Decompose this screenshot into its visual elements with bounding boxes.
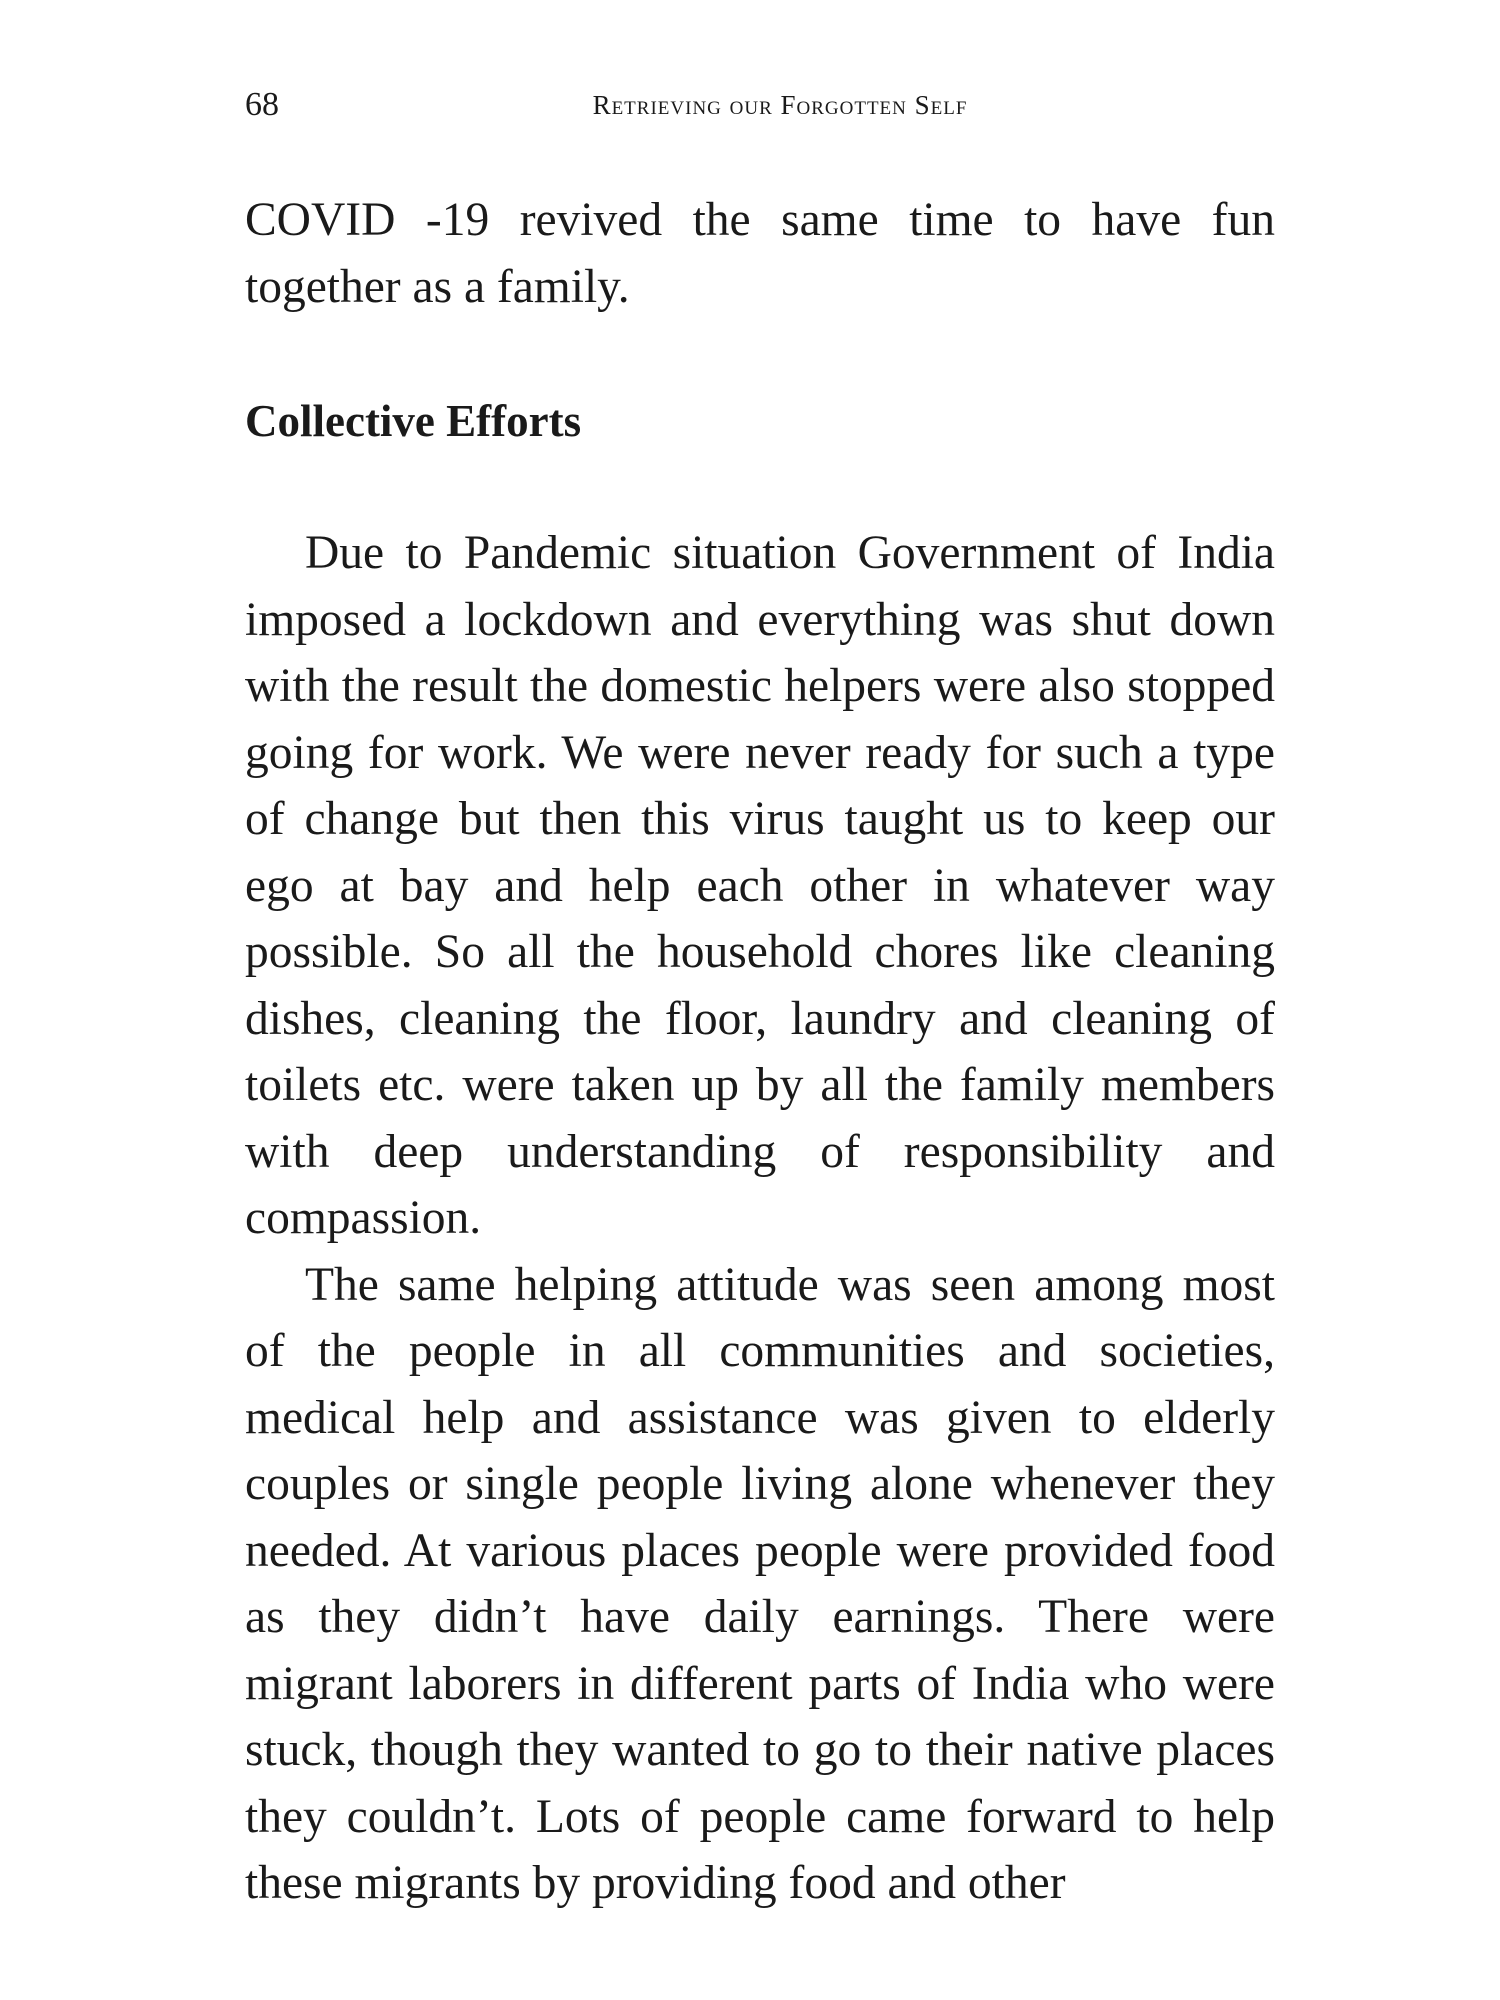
intro-paragraph: COVID -19 revived the same time to have fun together as a family. <box>245 194 1275 313</box>
page-number: 68 <box>245 86 279 123</box>
section-heading: Collective Efforts <box>245 396 582 446</box>
intro-text <box>245 187 1275 320</box>
paragraph: The same helping attitude was seen among most of the people in all communities and societies, medical help and assistance was given to elderly couples or single people living alone whenever they needed. At various places people were provided food as they didn’t have daily earnings. There were migrant laborers in different parts of India who were stuck, though they wanted to go to their native places they couldn’t. Lots of people came forward to help these migrants by providing food and other <box>245 1258 1275 1909</box>
book-title: Retrieving our Forgotten Self <box>592 90 968 120</box>
body-text <box>245 520 1275 1917</box>
running-header <box>245 80 1275 130</box>
paragraph: Due to Pandemic situation Government of India imposed a lockdown and everything was shut down with the result the domestic helpers were also stopped going for work. We were never ready for such a type of change but then this virus taught us to keep our ego at bay and help each other in whatever way possible. So all the household chores like cleaning dishes, cleaning the floor, laundry and cleaning of toilets etc. were taken up by all the family members with deep understanding of responsibility and compassion. <box>245 527 1275 1244</box>
